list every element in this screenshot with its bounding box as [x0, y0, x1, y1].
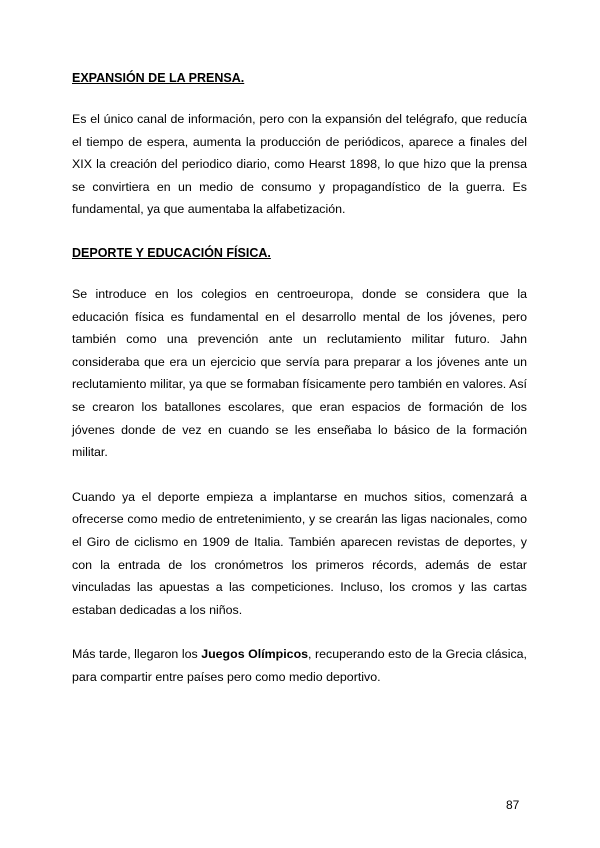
document-page — [72, 68, 527, 710]
text-run: Más tarde, llegaron los — [72, 647, 202, 662]
paragraph-olympics — [72, 643, 527, 688]
bold-term: Juegos Olímpicos — [201, 647, 309, 662]
paragraph: Es el único canal de información, pero con la expansión del telégrafo, que reducía el tiempo de espera, aumenta la producción de periódicos, aparece a finales del XIX la creación del periodico diario, como Hearst 1898, lo que hizo que la prensa se convirtiera en un medio de consumo y propagandístico de la guerra. Es fundamental, ya que aumentaba la alfabetización. — [72, 112, 527, 217]
page-number: 87 — [506, 798, 520, 812]
paragraph: Se introduce en los colegios en centroeuropa, donde se considera que la educación física es fundamental en el desarrollo mental de los jóvenes, pero también como una prevención ante un reclutamiento militar futuro. Jahn consideraba que era un ejercicio que servía para preparar a los jóvenes ante un reclutamiento militar, ya que se formaban físicamente pero también en valores. Así se crearon los batallones escolares, que eran espacios de formación de los jóvenes donde de vez en cuando se les enseñaba lo básico de la formación militar. — [72, 286, 527, 460]
text-run: , recuperando esto de la Grecia clásica, para compartir entre países pero como medio deportivo. — [72, 647, 527, 684]
section-sport-education — [72, 243, 527, 689]
section-heading: DEPORTE Y EDUCACIÓN FÍSICA. — [72, 245, 271, 260]
section-heading: EXPANSIÓN DE LA PRENSA. — [72, 71, 245, 85]
paragraph: Cuando ya el deporte empieza a implantarse en muchos sitios, comenzará a ofrecerse como medio de entretenimiento, y se crearán las ligas nacionales, como el Giro de ciclismo en 1909 de Italia. También aparecen revistas de deportes, y con la entrada de los cronómetros los primeros récords, además de estar vinculadas las apuestas a las competiciones. Incluso, los cromos y las cartas estaban dedicadas a los niños. — [72, 489, 527, 617]
section-press-expansion — [72, 68, 527, 221]
